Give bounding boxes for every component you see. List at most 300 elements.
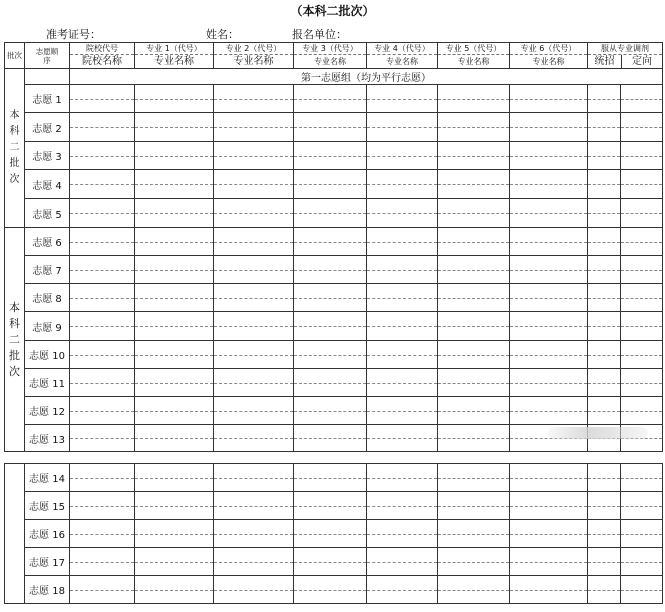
unit-label: 报名单位： [292,28,347,41]
entry-cell[interactable] [438,170,510,199]
choice-label: 志愿 15 [25,492,70,520]
choice-row [5,576,663,604]
entry-cell[interactable] [70,312,135,341]
entry-cell[interactable] [367,369,438,397]
entry-cell[interactable] [510,576,588,604]
entry-cell[interactable] [214,548,294,576]
dashed-divider [367,478,437,479]
entry-cell[interactable] [135,284,214,312]
dashed-divider [510,326,587,327]
dashed-divider [294,383,366,384]
entry-cell[interactable] [367,284,438,312]
entry-cell[interactable] [588,492,621,520]
entry-cell[interactable] [510,142,588,170]
dashed-divider [70,156,134,157]
entry-cell[interactable] [438,425,510,452]
entry-cell[interactable] [294,199,367,228]
major4-name-header: 专业名称 [386,57,418,66]
entry-cell[interactable] [294,397,367,425]
entry-cell[interactable] [294,312,367,341]
entry-cell[interactable] [438,492,510,520]
dashed-divider [70,355,134,356]
entry-cell[interactable] [367,548,438,576]
entry-cell[interactable] [294,520,367,548]
entry-cell[interactable] [367,142,438,170]
dashed-divider [135,478,213,479]
entry-cell[interactable] [294,142,367,170]
dashed-divider [621,270,662,271]
choice-row [5,113,663,142]
dashed-divider [70,270,134,271]
dashed-divider [510,184,587,185]
choice-row [5,492,663,520]
dashed-divider [70,506,134,507]
entry-cell[interactable] [510,520,588,548]
entry-cell[interactable] [588,548,621,576]
dashed-divider [294,506,366,507]
dashed-divider [438,411,509,412]
dashed-divider [294,127,366,128]
entry-cell[interactable] [70,284,135,312]
dashed-divider [135,184,213,185]
dashed-divider [294,213,366,214]
dashed-divider [438,184,509,185]
entry-cell[interactable] [367,228,438,256]
choice-row [5,464,663,492]
entry-cell[interactable] [367,113,438,142]
entry-cell[interactable] [588,312,621,341]
dashed-divider [438,383,509,384]
entry-cell[interactable] [588,113,621,142]
dashed-divider [367,213,437,214]
entry-cell[interactable] [588,520,621,548]
entry-cell[interactable] [294,170,367,199]
dashed-divider [510,411,587,412]
dashed-divider [438,534,509,535]
entry-cell[interactable] [70,113,135,142]
entry-cell[interactable] [621,576,663,604]
dashed-divider [70,184,134,185]
entry-cell[interactable] [438,312,510,341]
dashed-divider [135,156,213,157]
entry-cell[interactable] [70,85,135,113]
choice-row [5,284,663,312]
dashed-divider [510,298,587,299]
major1-header [135,43,214,69]
entry-cell[interactable] [438,369,510,397]
entry-cell[interactable] [510,369,588,397]
entry-cell[interactable] [621,113,663,142]
choice-row [5,170,663,199]
entry-cell[interactable] [214,397,294,425]
entry-cell[interactable] [367,199,438,228]
entry-cell[interactable] [510,548,588,576]
entry-cell[interactable] [214,284,294,312]
entry-cell[interactable] [214,312,294,341]
choice-label: 志愿 12 [25,397,70,425]
dashed-divider [214,355,293,356]
dashed-divider [588,590,620,591]
entry-cell[interactable] [510,228,588,256]
entry-cell[interactable] [214,199,294,228]
entry-cell[interactable] [367,85,438,113]
entry-cell[interactable] [621,464,663,492]
entry-cell[interactable] [621,284,663,312]
dashed-divider [294,562,366,563]
entry-cell[interactable] [135,397,214,425]
entry-cell[interactable] [367,520,438,548]
dashed-divider [294,298,366,299]
entry-cell[interactable] [70,228,135,256]
entry-cell[interactable] [135,341,214,369]
entry-cell[interactable] [135,113,214,142]
school-header [70,43,135,69]
dashed-divider [438,562,509,563]
major5-name-header: 专业名称 [457,57,490,66]
adjust-unified-header: 统招 [588,55,622,68]
dashed-divider [588,156,620,157]
entry-cell[interactable] [70,425,135,452]
entry-cell[interactable] [438,576,510,604]
dashed-divider [70,127,134,128]
choice-label: 志愿 5 [25,199,70,228]
dashed-divider [621,156,662,157]
entry-cell[interactable] [214,142,294,170]
dashed-divider [367,298,437,299]
choice-label: 志愿 18 [25,576,70,604]
entry-cell[interactable] [70,341,135,369]
entry-cell[interactable] [294,464,367,492]
entry-cell[interactable] [70,397,135,425]
dashed-divider [214,478,293,479]
entry-cell[interactable] [621,199,663,228]
entry-cell[interactable] [438,548,510,576]
entry-cell[interactable] [214,170,294,199]
dashed-divider [621,478,662,479]
dashed-divider [621,184,662,185]
entry-cell[interactable] [438,397,510,425]
entry-cell[interactable] [135,256,214,284]
entry-cell[interactable] [135,464,214,492]
batch-label: 本科二批次 [5,228,25,452]
entry-cell[interactable] [214,85,294,113]
entry-cell[interactable] [135,548,214,576]
dashed-divider [588,478,620,479]
entry-cell[interactable] [621,492,663,520]
dashed-divider [438,298,509,299]
dashed-divider [294,590,366,591]
entry-cell[interactable] [588,199,621,228]
entry-cell[interactable] [588,170,621,199]
dashed-divider [70,562,134,563]
entry-cell[interactable] [214,464,294,492]
entry-cell[interactable] [438,520,510,548]
entry-cell[interactable] [294,341,367,369]
major6-code-header: 专业 6（代号） [510,43,587,55]
dashed-divider [70,213,134,214]
dashed-divider [135,383,213,384]
dashed-divider [70,99,134,100]
entry-cell[interactable] [135,369,214,397]
entry-cell[interactable] [438,464,510,492]
dashed-divider [294,411,366,412]
entry-cell[interactable] [70,369,135,397]
choice-label: 志愿 17 [25,548,70,576]
entry-cell[interactable] [70,576,135,604]
header-row [5,43,663,69]
dashed-divider [510,478,587,479]
dashed-divider [588,213,620,214]
entry-cell[interactable] [588,142,621,170]
dashed-divider [70,242,134,243]
entry-cell[interactable] [621,85,663,113]
entry-cell[interactable] [294,369,367,397]
entry-cell[interactable] [70,142,135,170]
dashed-divider [588,127,620,128]
dashed-divider [214,506,293,507]
major5-code-header: 专业 5（代号） [438,43,509,55]
entry-cell[interactable] [621,397,663,425]
choice-label: 志愿 11 [25,369,70,397]
entry-cell[interactable] [294,576,367,604]
entry-cell[interactable] [135,85,214,113]
dashed-divider [588,326,620,327]
dashed-divider [588,99,620,100]
entry-cell[interactable] [510,113,588,142]
dashed-divider [438,270,509,271]
choice-row [5,369,663,397]
entry-cell[interactable] [214,369,294,397]
dashed-divider [588,355,620,356]
dashed-divider [621,298,662,299]
entry-cell[interactable] [621,170,663,199]
choice-row [5,397,663,425]
dashed-divider [70,383,134,384]
batch-header: 批次 [5,43,25,69]
dashed-divider [214,156,293,157]
entry-cell[interactable] [621,142,663,170]
dashed-divider [70,326,134,327]
adjust-directed-header: 定向 [632,56,652,67]
entry-cell[interactable] [70,548,135,576]
entry-cell[interactable] [438,85,510,113]
dashed-divider [70,438,134,439]
adjust-header-label: 服从专业调剂 [588,43,662,55]
entry-cell[interactable] [294,228,367,256]
dashed-divider [294,156,366,157]
entry-cell[interactable] [70,464,135,492]
entry-cell[interactable] [367,492,438,520]
dashed-divider [135,270,213,271]
entry-cell[interactable] [621,228,663,256]
dashed-divider [135,326,213,327]
major3-code-header: 专业 3（代号） [294,43,366,55]
entry-cell[interactable] [294,425,367,452]
entry-cell[interactable] [70,199,135,228]
choice-row [5,256,663,284]
entry-cell[interactable] [70,520,135,548]
entry-cell[interactable] [510,312,588,341]
dashed-divider [367,383,437,384]
choice-label: 志愿 9 [25,312,70,341]
dashed-divider [70,411,134,412]
entry-cell[interactable] [135,312,214,341]
entry-cell[interactable] [588,369,621,397]
dashed-divider [621,242,662,243]
entry-cell[interactable] [621,369,663,397]
dashed-divider [135,213,213,214]
entry-cell[interactable] [135,576,214,604]
major6-name-header: 专业名称 [532,57,565,66]
choice-label: 志愿 8 [25,284,70,312]
entry-cell[interactable] [510,199,588,228]
dashed-divider [214,534,293,535]
entry-cell[interactable] [367,170,438,199]
dashed-divider [367,506,437,507]
choice-label: 志愿 4 [25,170,70,199]
dashed-divider [621,590,662,591]
major3-header [294,43,367,69]
entry-cell[interactable] [214,256,294,284]
dashed-divider [510,99,587,100]
dashed-divider [510,127,587,128]
choice-row [5,312,663,341]
dashed-divider [621,534,662,535]
entry-cell[interactable] [294,85,367,113]
entry-cell[interactable] [135,492,214,520]
dashed-divider [214,213,293,214]
dashed-divider [438,127,509,128]
entry-cell[interactable] [135,520,214,548]
dashed-divider [438,506,509,507]
choice-label: 志愿 1 [25,85,70,113]
dashed-divider [367,438,437,439]
entry-cell[interactable] [621,256,663,284]
entry-cell[interactable] [70,170,135,199]
dashed-divider [510,383,587,384]
dashed-divider [294,242,366,243]
scan-smudge [548,427,648,439]
entry-cell[interactable] [510,284,588,312]
entry-cell[interactable] [214,492,294,520]
entry-cell[interactable] [510,492,588,520]
entry-cell[interactable] [367,576,438,604]
entry-cell[interactable] [438,142,510,170]
entry-cell[interactable] [294,284,367,312]
entry-cell[interactable] [621,548,663,576]
entry-cell[interactable] [510,256,588,284]
entry-cell[interactable] [510,397,588,425]
entry-cell[interactable] [214,113,294,142]
choice-label: 志愿 14 [25,464,70,492]
entry-cell[interactable] [588,464,621,492]
dashed-divider [588,298,620,299]
entry-cell[interactable] [367,425,438,452]
entry-cell[interactable] [294,113,367,142]
entry-cell[interactable] [70,256,135,284]
dashed-divider [510,242,587,243]
dashed-divider [214,99,293,100]
entry-cell[interactable] [70,492,135,520]
entry-cell[interactable] [588,397,621,425]
entry-cell[interactable] [621,341,663,369]
dashed-divider [588,242,620,243]
choice-label: 志愿 6 [25,228,70,256]
dashed-divider [438,355,509,356]
entry-cell[interactable] [510,464,588,492]
entry-cell[interactable] [294,256,367,284]
entry-cell[interactable] [438,284,510,312]
entry-cell[interactable] [214,520,294,548]
entry-cell[interactable] [367,341,438,369]
entry-cell[interactable] [621,520,663,548]
entry-cell[interactable] [510,341,588,369]
entry-cell[interactable] [135,199,214,228]
dashed-divider [588,270,620,271]
entry-cell[interactable] [214,228,294,256]
entry-cell[interactable] [588,284,621,312]
entry-cell[interactable] [294,492,367,520]
entry-cell[interactable] [438,113,510,142]
entry-cell[interactable] [621,312,663,341]
entry-cell[interactable] [135,170,214,199]
entry-cell[interactable] [135,142,214,170]
dashed-divider [588,383,620,384]
dashed-divider [438,478,509,479]
entry-cell[interactable] [510,85,588,113]
entry-cell[interactable] [588,256,621,284]
dashed-divider [510,590,587,591]
entry-cell[interactable] [438,228,510,256]
dashed-divider [510,506,587,507]
entry-cell[interactable] [510,170,588,199]
dashed-divider [214,411,293,412]
dashed-divider [621,506,662,507]
entry-cell[interactable] [438,256,510,284]
dashed-divider [135,562,213,563]
entry-cell[interactable] [367,464,438,492]
dashed-divider [621,562,662,563]
admission-number-label: 准考证号： [46,28,101,41]
entry-cell[interactable] [588,341,621,369]
dashed-divider [214,184,293,185]
entry-cell[interactable] [367,256,438,284]
entry-cell[interactable] [367,312,438,341]
dashed-divider [294,355,366,356]
entry-cell[interactable] [588,576,621,604]
dashed-divider [510,355,587,356]
dashed-divider [70,534,134,535]
dashed-divider [214,270,293,271]
entry-cell[interactable] [438,199,510,228]
entry-cell[interactable] [588,228,621,256]
choice-row [5,199,663,228]
choice-row [5,228,663,256]
entry-cell[interactable] [588,85,621,113]
entry-cell[interactable] [294,548,367,576]
entry-cell[interactable] [214,341,294,369]
entry-cell[interactable] [367,397,438,425]
entry-cell[interactable] [214,425,294,452]
entry-cell[interactable] [214,576,294,604]
entry-cell[interactable] [135,228,214,256]
dashed-divider [135,127,213,128]
school-code-header: 院校代号 [70,43,134,55]
dashed-divider [294,99,366,100]
major1-code-header: 专业 1（代号） [135,43,213,55]
entry-cell[interactable] [438,341,510,369]
entry-cell[interactable] [135,425,214,452]
